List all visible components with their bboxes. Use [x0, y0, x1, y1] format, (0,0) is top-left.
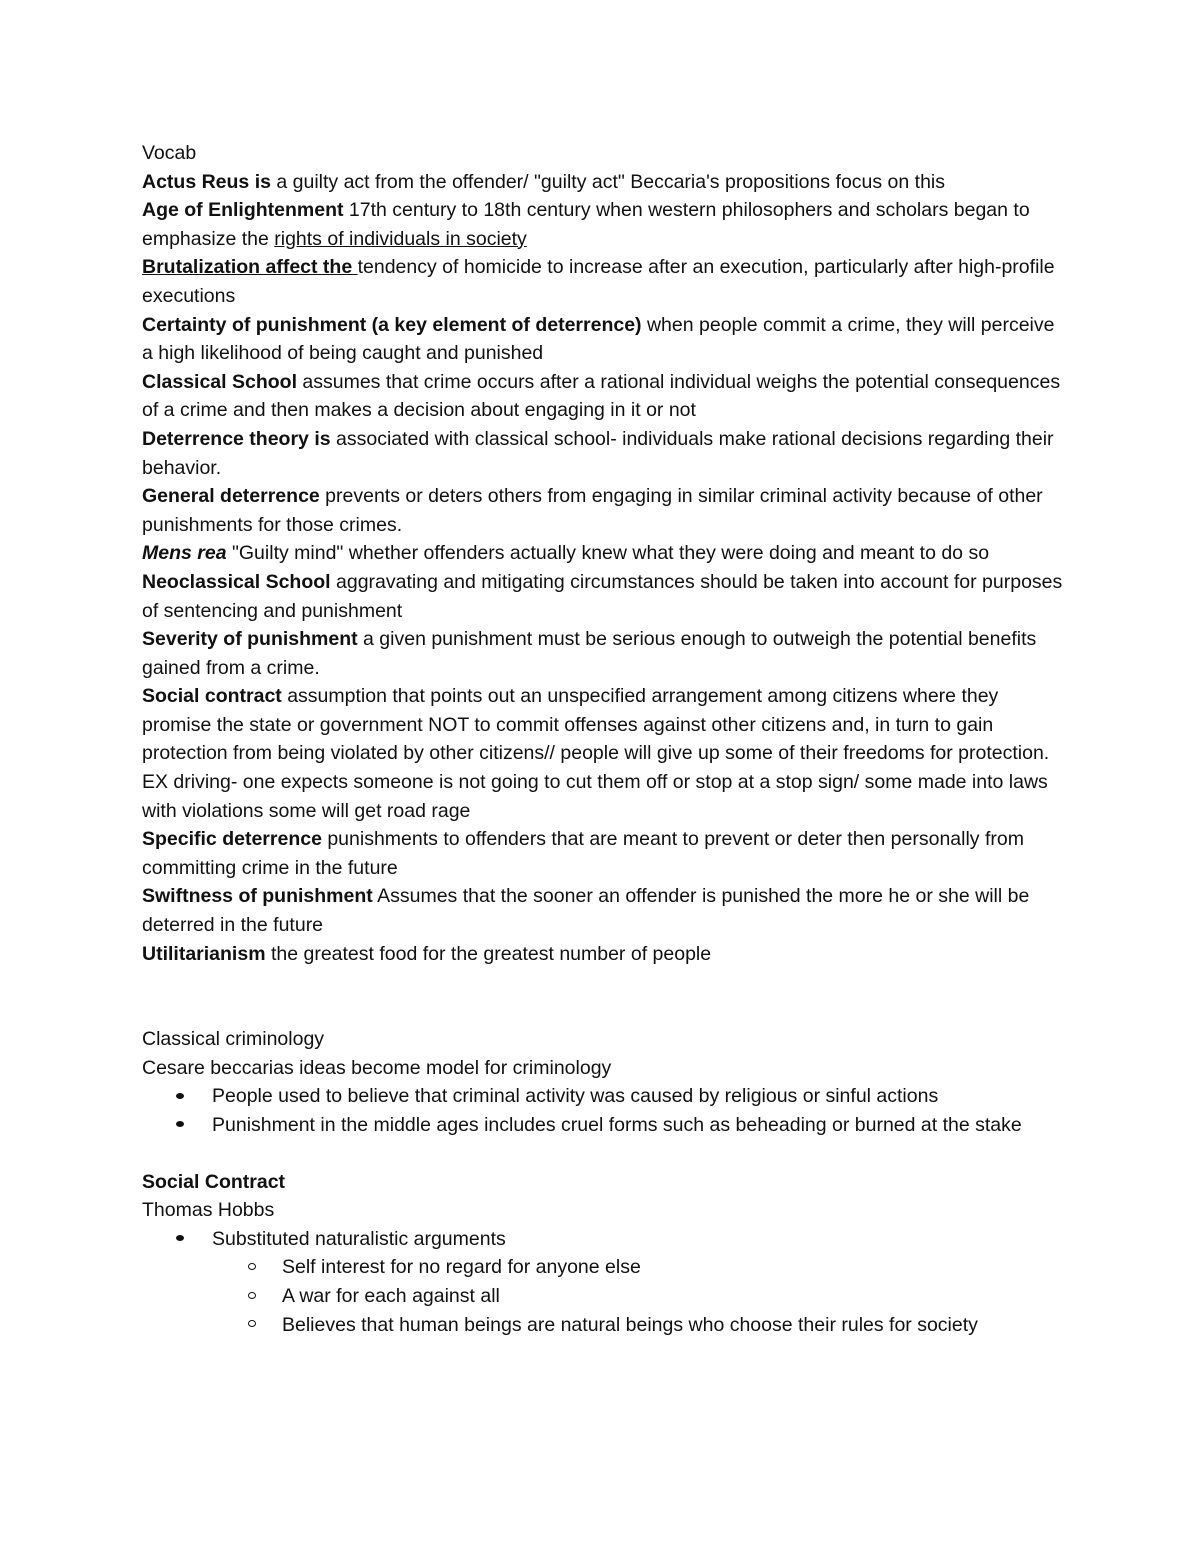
list-item: Substituted naturalistic arguments [142, 1225, 1067, 1254]
bullet-circle-icon [248, 1253, 256, 1282]
vocab-entry [142, 368, 1067, 425]
list-item: A war for each against all [142, 1282, 1067, 1311]
social-contract-bullet-list [142, 1225, 1067, 1339]
vocab-entry [142, 940, 1067, 969]
classical-subtitle: Cesare beccarias ideas become model for criminology [142, 1056, 612, 1079]
bullet-dot-icon [176, 1225, 184, 1254]
vocab-definition: "Guilty mind" whether offenders actually knew what they were doing and meant to do so [226, 542, 990, 565]
vocab-entry [142, 625, 1067, 682]
vocab-entry [142, 682, 1067, 825]
classical-title: Classical criminology [142, 1028, 325, 1051]
list-item: People used to believe that criminal activity was caused by religious or sinful actions [142, 1082, 1067, 1111]
classical-bullet-list [142, 1082, 1067, 1139]
bullet-dot-icon [176, 1111, 184, 1140]
vocab-term: Mens rea [142, 542, 227, 565]
vocab-term: Classical School [142, 370, 297, 393]
vocab-entry [142, 825, 1067, 882]
vocab-definition: a given punishment must be serious enough to outweigh the potential benefits gained from a crime. [142, 628, 1037, 679]
vocab-entry [142, 253, 1067, 310]
vocab-definition: assumes that crime occurs after a rational individual weighs the potential consequences of a crime and then makes a decision about engaging in it or not [142, 370, 1061, 422]
vocab-definition: punishments to offenders that are meant to prevent or deter then personally from committing crime in the future [142, 828, 1024, 879]
vocab-term: Actus Reus is [142, 170, 271, 193]
vocab-definition: tendency of homicide to increase after an execution, particularly after high-profile executions [142, 256, 1055, 307]
list-item: Self interest for no regard for anyone else [142, 1253, 1067, 1282]
vocab-term: Age of Enlightenment [142, 199, 344, 222]
vocab-term: General deterrence [142, 485, 320, 508]
vocab-term: Swiftness of punishment [142, 885, 373, 908]
bullet-dot-icon [176, 1082, 184, 1111]
bullet-circle-icon [248, 1311, 256, 1340]
vocab-term: Specific deterrence [142, 828, 322, 851]
vocab-term: Brutalization affect the [142, 256, 358, 279]
vocab-entry [142, 882, 1067, 939]
vocab-definition: prevents or deters others from engaging in similar criminal activity because of other punishments for those crimes. [142, 485, 1043, 536]
vocab-term: Deterrence theory is [142, 427, 331, 450]
document-page [142, 139, 1067, 1339]
section-spacer [142, 1140, 1067, 1168]
social-contract-author: Thomas Hobbs [142, 1199, 275, 1222]
section-spacer [142, 968, 1067, 1025]
vocab-definition: associated with classical school- individuals make rational decisions regarding their behavior. [142, 427, 1054, 479]
list-item: Believes that human beings are natural beings who choose their rules for society [142, 1311, 1067, 1340]
vocab-definition: a guilty act from the offender/ "guilty act" Beccaria's propositions focus on this [270, 170, 946, 193]
vocab-definition: 17th century to 18th century when western philosophers and scholars began to emphasize the [142, 199, 1030, 250]
vocab-entry [142, 568, 1067, 625]
vocab-entry [142, 311, 1067, 368]
vocab-entry [142, 539, 1067, 568]
list-item: Punishment in the middle ages includes cruel forms such as beheading or burned at the stake [142, 1111, 1067, 1140]
vocab-definition-underlined: rights of individuals in society [274, 227, 527, 250]
vocab-entry [142, 482, 1067, 539]
vocab-entry [142, 168, 1067, 197]
vocab-definition: when people commit a crime, they will perceive a high likelihood of being caught and punished [142, 313, 1055, 365]
vocab-definition: assumption that points out an unspecified arrangement among citizens where they promise the state or government NOT to commit offenses against other citizens and, in turn to gain protection from being violated by other citizens// people will give up some of their freedoms for protection. EX driving- one expects someone is not going to cut them off or stop at a stop sign/ some made into laws with violations some will get road rage [142, 685, 1050, 822]
vocab-heading: Vocab [142, 142, 197, 164]
vocab-entry [142, 425, 1067, 482]
bullet-circle-icon [248, 1282, 256, 1311]
vocab-term: Certainty of punishment (a key element of deterrence) [142, 313, 642, 336]
vocab-term: Neoclassical School [142, 570, 331, 593]
vocab-definition: the greatest food for the greatest number of people [265, 942, 712, 965]
vocab-term: Social contract [142, 685, 282, 708]
vocab-term: Utilitarianism [142, 942, 266, 965]
social-contract-title: Social Contract [142, 1170, 286, 1193]
vocab-entry [142, 196, 1067, 253]
vocab-definition: Assumes that the sooner an offender is punished the more he or she will be deterred in the future [142, 885, 1030, 937]
vocab-definition: aggravating and mitigating circumstances should be taken into account for purposes of sentencing and punishment [142, 570, 1063, 622]
vocab-term: Severity of punishment [142, 628, 358, 651]
